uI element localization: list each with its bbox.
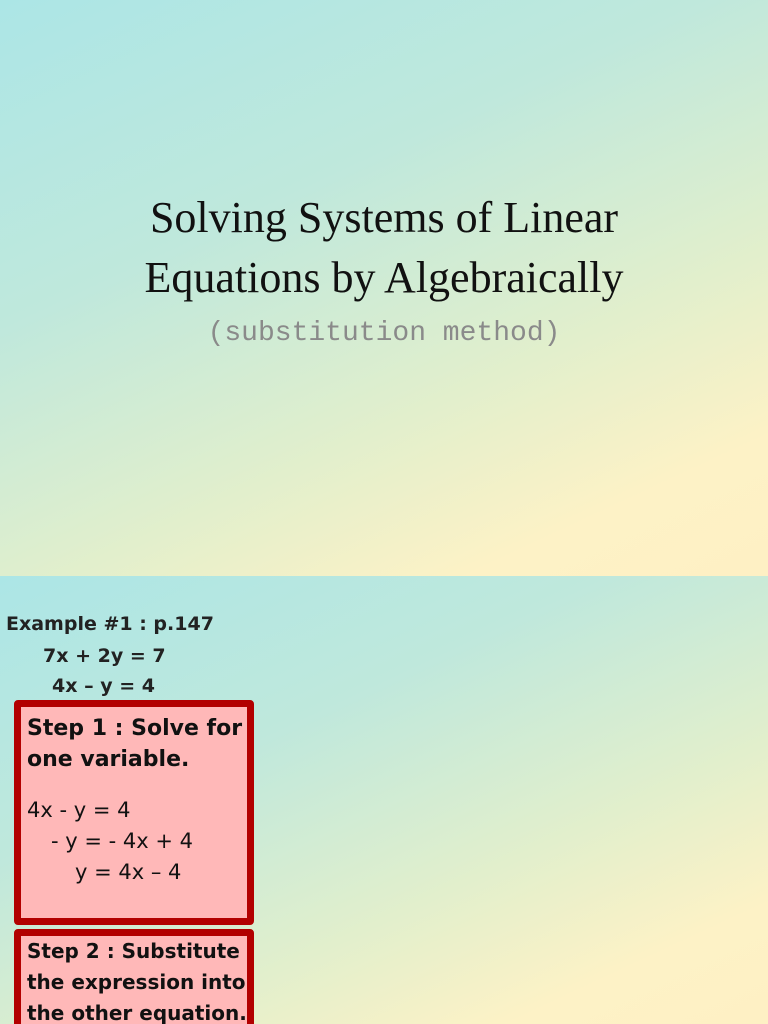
step-1-line-1: 4x - y = 4 [27, 798, 131, 822]
step-1-line-2: - y = - 4x + 4 [51, 829, 193, 853]
slide-subtitle: (substitution method) [207, 318, 561, 349]
example-heading: Example #1 : p.147 [6, 613, 214, 635]
step-1-work [21, 795, 247, 888]
slide-title [0, 188, 768, 308]
step-1-box [14, 700, 254, 925]
step-1-line-3: y = 4x – 4 [75, 860, 182, 884]
step-2-title-line-1: Step 2 : Substitute [27, 939, 240, 963]
slide-title-line-1: Solving Systems of Linear [149, 193, 619, 242]
step-1-title-line-1: Step 1 : Solve for [27, 716, 243, 741]
step-1-title-line-2: one variable. [27, 747, 190, 772]
step-2-title-line-3: the other equation. [27, 1001, 247, 1024]
example-slide [0, 576, 768, 1024]
step-1-title [21, 707, 247, 775]
system-equation-1: 7x + 2y = 7 [43, 645, 166, 667]
step-2-title [21, 936, 247, 1024]
step-2-title-line-2: the expression into [27, 970, 246, 994]
system-equation-2: 4x – y = 4 [52, 675, 155, 697]
slide-title-line-2: Equations by Algebraically [144, 253, 624, 302]
step-2-box [14, 929, 254, 1024]
